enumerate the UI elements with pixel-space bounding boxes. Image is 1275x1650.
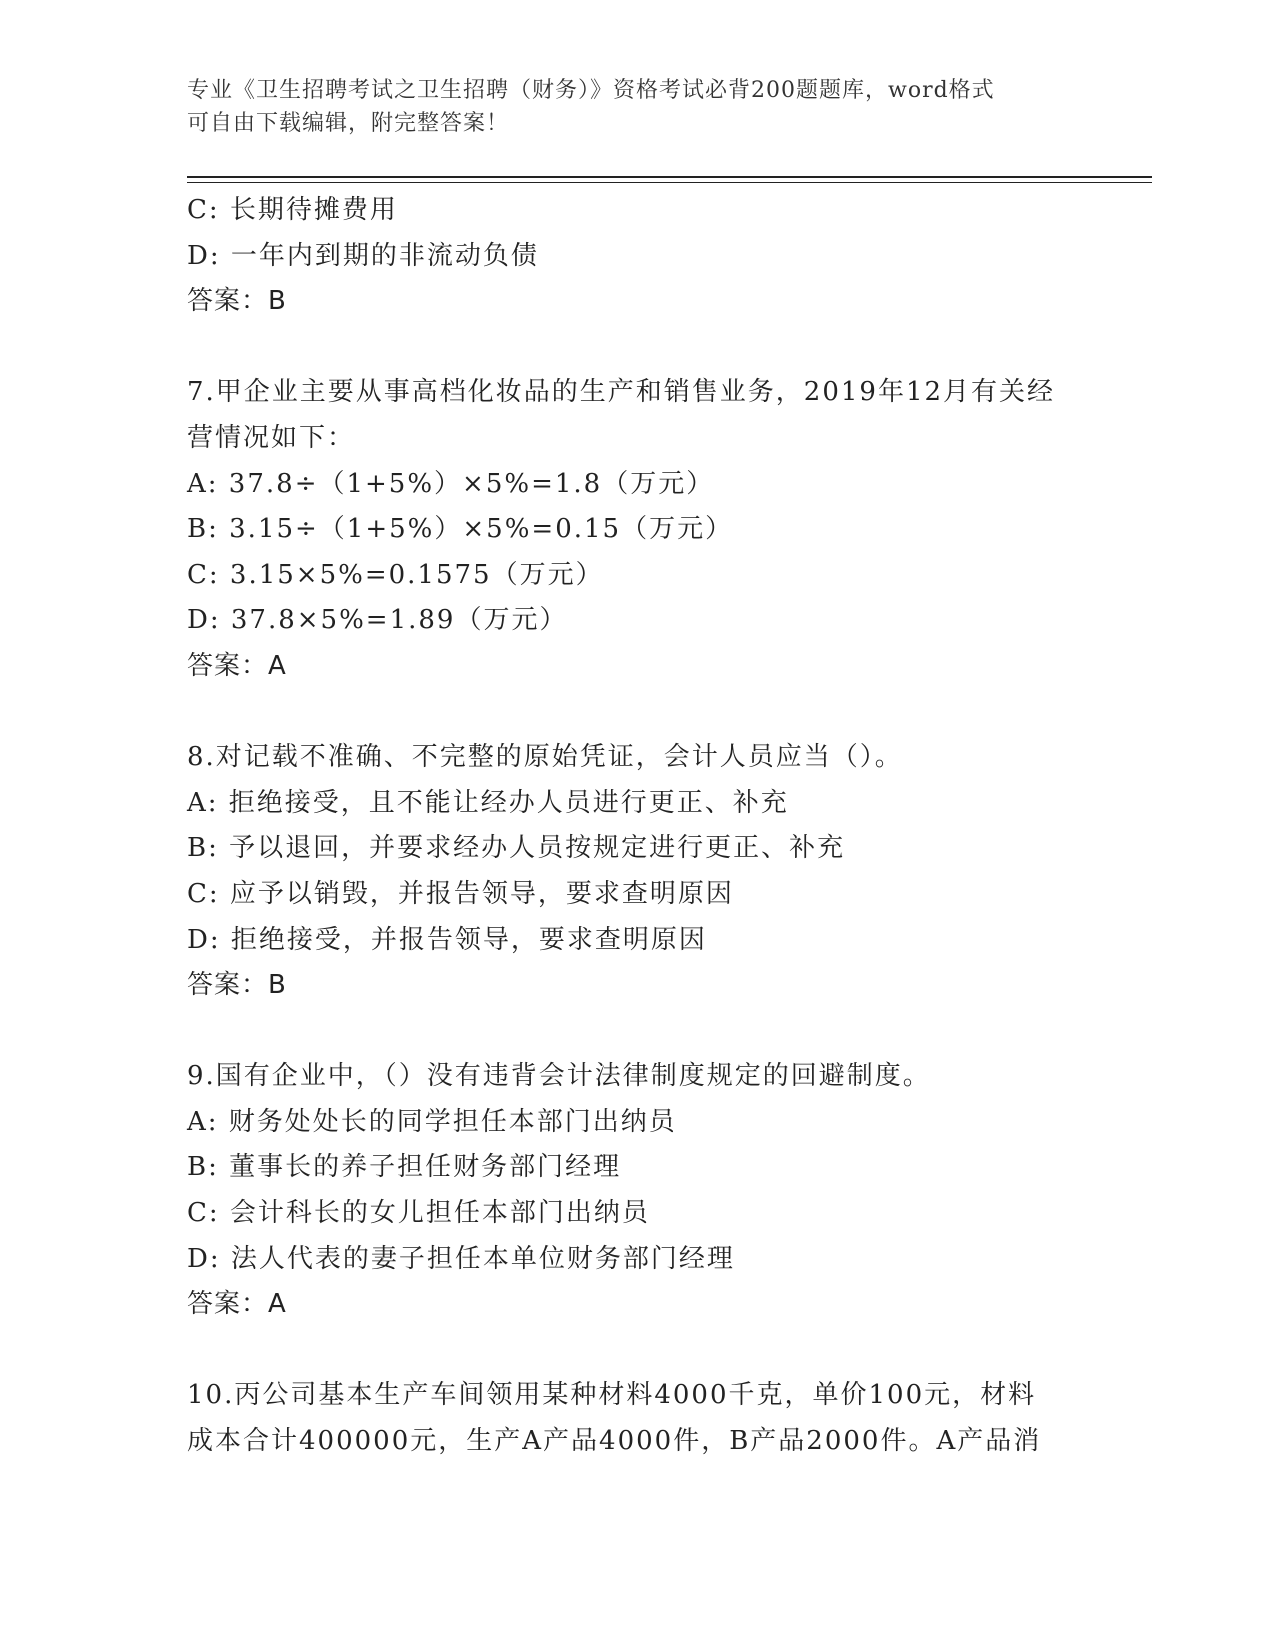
block-spacer bbox=[187, 1009, 1087, 1055]
option-line: C: 会计科长的女儿担任本部门出纳员 bbox=[187, 1198, 650, 1229]
question-line: 9.国有企业中，（）没有违背会计法律制度规定的回避制度。 bbox=[187, 1061, 931, 1092]
question-block bbox=[187, 1054, 1087, 1328]
option-line: D: 一年内到期的非流动负债 bbox=[187, 240, 539, 271]
option-line: B: 予以退回，并要求经办人员按规定进行更正、补充 bbox=[187, 833, 846, 864]
answer-line: 答案：B bbox=[187, 286, 287, 317]
block-spacer bbox=[187, 690, 1087, 736]
option-line: D: 37.8×5%=1.89（万元） bbox=[187, 605, 568, 636]
question-block bbox=[187, 370, 1087, 689]
answer-line: 答案：A bbox=[187, 1289, 287, 1320]
answer-line: 答案：A bbox=[187, 650, 287, 681]
option-line: A: 37.8÷（1+5%）×5%=1.8（万元） bbox=[187, 468, 715, 499]
option-line: C: 应予以销毁，并报告领导，要求查明原因 bbox=[187, 878, 734, 909]
question-line: 成本合计400000元，生产A产品4000件，B产品2000件。A产品消 bbox=[187, 1426, 1042, 1457]
header-line-1: 专业《卫生招聘考试之卫生招聘（财务）》资格考试必背200题题库，word格式 bbox=[187, 78, 995, 103]
question-line: 营情况如下： bbox=[187, 422, 356, 453]
option-line: B: 3.15÷（1+5%）×5%=0.15（万元） bbox=[187, 514, 734, 545]
option-line: C: 3.15×5%=0.1575（万元） bbox=[187, 559, 604, 590]
document-header bbox=[187, 74, 1087, 140]
option-line: A: 财务处处长的同学担任本部门出纳员 bbox=[187, 1106, 677, 1137]
question-block bbox=[187, 188, 1087, 325]
option-line: B: 董事长的养子担任财务部门经理 bbox=[187, 1152, 622, 1183]
question-line: 7.甲企业主要从事高档化妆品的生产和销售业务，2019年12月有关经 bbox=[187, 377, 1056, 408]
option-line: C: 长期待摊费用 bbox=[187, 195, 398, 225]
question-block bbox=[187, 1373, 1087, 1464]
question-line: 10.丙公司基本生产车间领用某种材料4000千克，单价100元，材料 bbox=[187, 1380, 1037, 1411]
question-block bbox=[187, 735, 1087, 1009]
option-line: D: 法人代表的妻子担任本单位财务部门经理 bbox=[187, 1243, 735, 1274]
question-list bbox=[187, 188, 1087, 1465]
header-divider-thick bbox=[187, 176, 1152, 178]
header-line-2: 可自由下载编辑，附完整答案！ bbox=[187, 111, 510, 136]
answer-line: 答案：B bbox=[187, 970, 287, 1001]
option-line: D: 拒绝接受，并报告领导，要求查明原因 bbox=[187, 924, 707, 955]
question-line: 8.对记载不准确、不完整的原始凭证，会计人员应当（）。 bbox=[187, 742, 903, 773]
option-line: A: 拒绝接受，且不能让经办人员进行更正、补充 bbox=[187, 787, 789, 818]
header-divider-thin bbox=[187, 182, 1152, 183]
block-spacer bbox=[187, 325, 1087, 371]
block-spacer bbox=[187, 1328, 1087, 1374]
